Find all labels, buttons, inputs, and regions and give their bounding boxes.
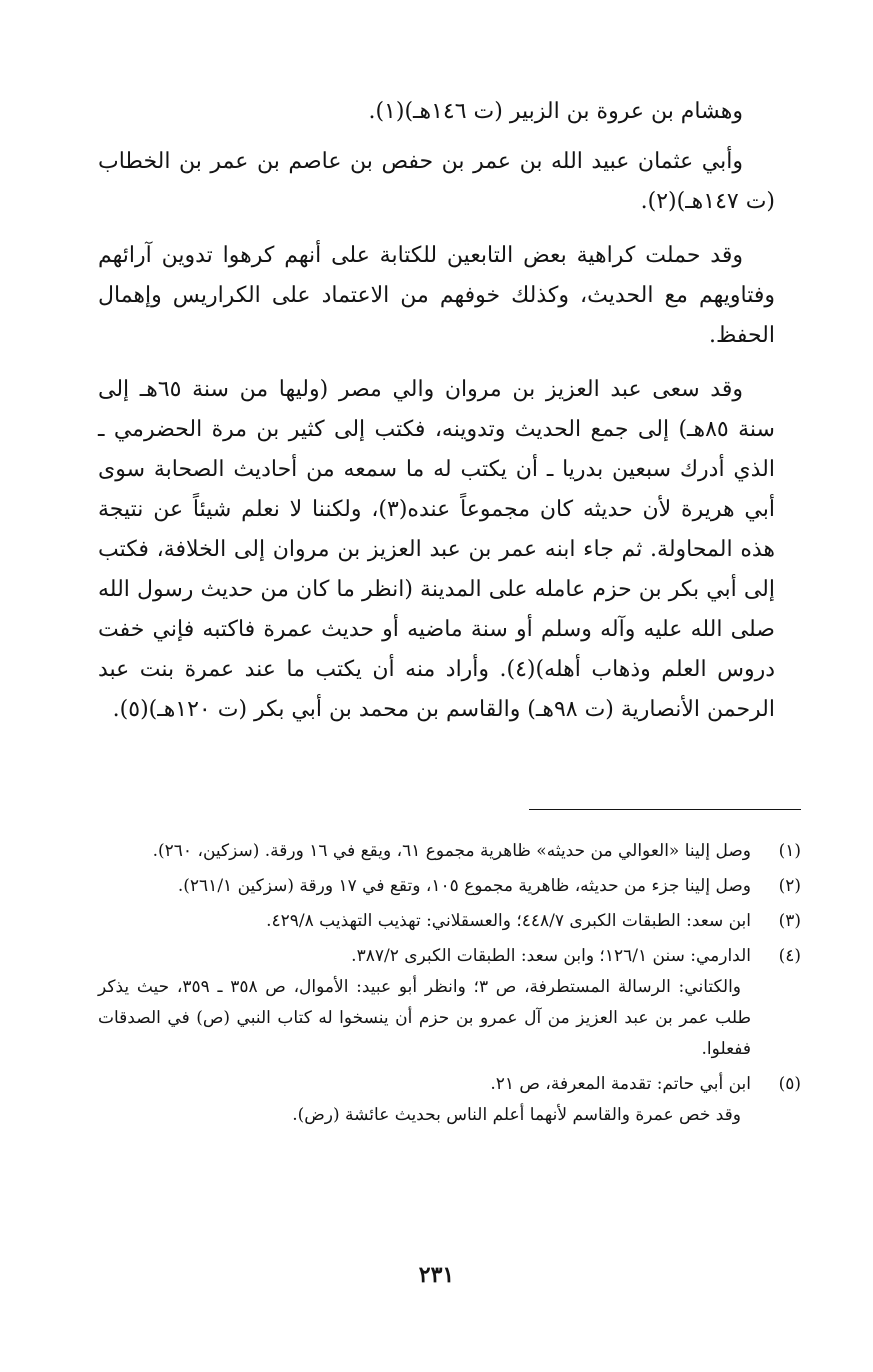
footnote-3 bbox=[98, 906, 801, 937]
paragraph-2: وأبي عثمان عبيد الله بن عمر بن حفص بن عاصم بن عمر بن الخطاب (ت ١٤٧هـ)(٢). bbox=[98, 149, 775, 214]
paragraph-3: وقد حملت كراهية بعض التابعين للكتابة على أنهم كرهوا تدوين آرائهم وفتاويهم مع الحديث، وكذلك خوفهم من الاعتماد على الكراريس وإهمال الحفظ. bbox=[98, 243, 775, 348]
footnote-1 bbox=[98, 836, 801, 867]
footnote-number: (٥) bbox=[778, 1074, 801, 1094]
footnote-body bbox=[98, 906, 751, 937]
footnote-text: الدارمي: سنن ١٢٦/١؛ وابن سعد: الطبقات الكبرى ٣٨٧/٢. bbox=[351, 946, 751, 966]
footnote-text: وصل إلينا جزء من حديثه، ظاهرية مجموع ١٠٥، وتقع في ١٧ ورقة (سزكين ٢٦١/١). bbox=[177, 876, 751, 896]
footnote-body bbox=[98, 836, 751, 867]
paragraph-4: وقد سعى عبد العزيز بن مروان والي مصر (وليها من سنة ٦٥هـ إلى سنة ٨٥هـ) إلى جمع الحديث وتدوينه، فكتب إلى كثير بن مرة الحضرمي ـ الذي أدرك سبعين بدريا ـ أن يكتب له ما سمعه من أحاديث الصحابة سوى أبي هريرة لأن حديثه كان مجموعاً عنده(٣)، ولكننا لا نعلم شيئاً عن نتيجة هذه المحاولة. ثم جاء ابنه عمر بن عبد العزيز بن مروان إلى الخلافة، فكتب إلى أبي بكر بن حزم عامله على المدينة (انظر ما كان من حديث رسول الله صلى الله عليه وآله وسلم أو سنة ماضيه أو حديث عمرة فاكتبه فإني خفت دروس العلم وذهاب أهله)(٤). وأراد منه أن يكتب ما عند عمرة بنت عبد الرحمن الأنصارية (ت ٩٨هـ) والقاسم بن محمد بن أبي بكر (ت ١٢٠هـ)(٥). bbox=[98, 377, 775, 722]
footnote-4 bbox=[98, 941, 801, 1065]
footnote-body bbox=[98, 871, 751, 902]
footnote-number: (١) bbox=[778, 841, 801, 861]
footnote-body bbox=[98, 1069, 751, 1131]
page-number: ٢٣١ bbox=[418, 1262, 455, 1288]
footnote-extra-text: وقد خص عمرة والقاسم لأنهما أعلم الناس بحديث عائشة (رض). bbox=[292, 1105, 741, 1125]
footnote-number: (٤) bbox=[778, 946, 801, 966]
footnote-text: وصل إلينا «العوالي من حديثه» ظاهرية مجموع ٦١، ويقع في ١٦ ورقة. (سزكين، ٢٦٠). bbox=[152, 841, 751, 861]
footnote-number: (٣) bbox=[778, 911, 801, 931]
footnote-5 bbox=[98, 1069, 801, 1131]
footnote-separator bbox=[529, 809, 801, 810]
footnote-body bbox=[98, 941, 751, 1065]
footnote-text: ابن سعد: الطبقات الكبرى ٤٤٨/٧؛ والعسقلاني: تهذيب التهذيب ٤٢٩/٨. bbox=[266, 911, 751, 931]
footnote-2 bbox=[98, 871, 801, 902]
footnote-number: (٢) bbox=[778, 876, 801, 896]
paragraph-1: وهشام بن عروة بن الزبير (ت ١٤٦هـ)(١). bbox=[368, 99, 743, 124]
footnotes bbox=[98, 836, 801, 1135]
main-text bbox=[98, 92, 775, 744]
footnote-text: ابن أبي حاتم: تقدمة المعرفة، ص ٢١. bbox=[490, 1074, 751, 1094]
footnote-extra-text: والكتاني: الرسالة المستطرفة، ص ٣؛ وانظر أبو عبيد: الأموال، ص ٣٥٨ ـ ٣٥٩، حيث يذكر طلب عمر بن عبد العزيز من آل عمرو بن حزم أن ينسخوا له كتاب النبي (ص) في الصدقات ففعلوا. bbox=[98, 977, 751, 1059]
